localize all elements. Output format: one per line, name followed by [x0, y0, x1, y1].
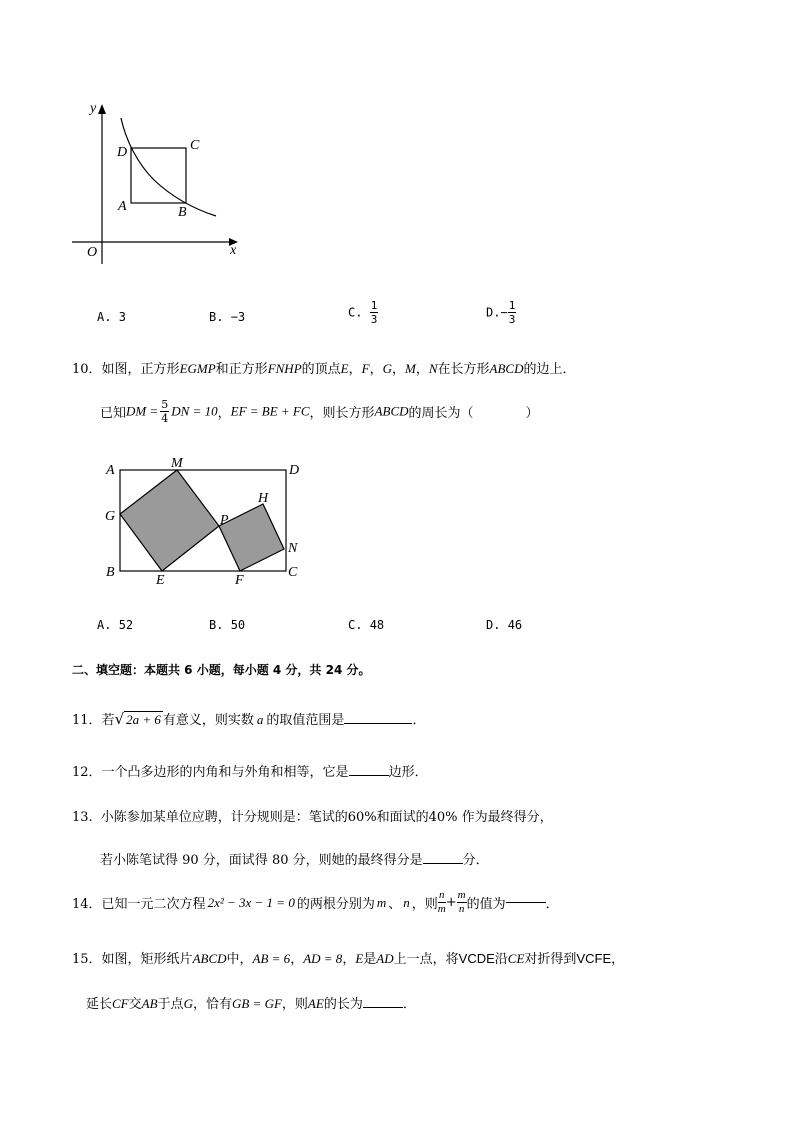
text: ．: [402, 997, 416, 1012]
label-a: A: [118, 199, 127, 214]
q15-line2: [86, 993, 416, 1012]
fraction: $\frac{m}{n}$: [457, 889, 466, 915]
text: ，: [369, 362, 383, 377]
text: 的两根分别为: [296, 897, 375, 912]
text: ）: [525, 406, 539, 421]
fraction: $\frac{5}{4}$: [161, 398, 169, 425]
section-title: 二、填空题：本题共 6 小题，每小题 4 分，共 24 分。: [72, 663, 371, 677]
text: 于点: [157, 997, 184, 1012]
option-key: C.: [348, 618, 363, 632]
option-key: D.: [486, 618, 501, 632]
label-b: B: [178, 205, 187, 220]
math: 2x² − 3x − 1 = 0: [207, 894, 295, 910]
fraction: $\frac{n}{m}$: [437, 889, 446, 915]
option-key: B.: [209, 310, 224, 324]
q12: [72, 761, 428, 780]
option-key: D.: [486, 305, 501, 320]
math: E: [355, 951, 364, 966]
math: EGMP: [179, 361, 216, 376]
label-y: y: [90, 101, 97, 116]
math: E: [340, 361, 349, 376]
answer-blank[interactable]: [349, 775, 389, 776]
text: +: [445, 895, 457, 910]
text: 是: [363, 952, 377, 967]
math: a: [256, 712, 264, 727]
text: 分．: [462, 853, 489, 868]
text: ，则: [281, 997, 308, 1012]
text: 的值为: [466, 897, 506, 912]
fraction: $\frac{1}{3}$: [508, 299, 516, 326]
q14: [72, 890, 559, 915]
math: ABCD: [192, 951, 227, 966]
text: ，则: [411, 897, 438, 912]
label-n: N: [288, 541, 298, 556]
math: n: [403, 894, 410, 910]
q11: [72, 709, 425, 728]
q10-option-b[interactable]: [209, 618, 245, 632]
option-key: A.: [97, 618, 112, 632]
text: 的顶点: [301, 362, 341, 377]
answer-blank[interactable]: [423, 863, 463, 864]
math: CE: [507, 951, 525, 966]
option-value: 46: [507, 618, 523, 632]
math: F: [361, 361, 370, 376]
answer-blank[interactable]: [363, 1007, 403, 1008]
label-e: E: [156, 573, 165, 587]
math: AB = 6: [252, 951, 291, 966]
math: AD = 8: [303, 951, 343, 966]
square-abcd: [131, 148, 186, 203]
math: N: [428, 361, 438, 376]
math: AB: [141, 996, 158, 1011]
math: ABCD: [489, 361, 524, 376]
q10-figure: [100, 452, 315, 587]
math: EF = BE + FC: [230, 403, 310, 419]
hyperbola-curve: [121, 118, 216, 216]
answer-blank[interactable]: [344, 723, 412, 724]
text: ，: [415, 362, 429, 377]
math: GB = GF: [231, 996, 282, 1011]
option-value: 52: [118, 618, 134, 632]
text: ，: [611, 952, 625, 967]
answer-blank[interactable]: [506, 902, 546, 903]
option-key: C.: [348, 305, 363, 320]
math: m: [376, 894, 387, 910]
text: 在长方形: [437, 362, 490, 377]
text: 若: [101, 713, 115, 728]
q10-option-d[interactable]: [486, 618, 522, 632]
question-number: 10．: [72, 362, 102, 377]
q9-option-d[interactable]: [486, 300, 516, 325]
text: 的周长为（: [408, 406, 474, 421]
text: 、: [388, 897, 402, 912]
text: 小陈参加某单位应聘，计分规则是：笔试的60%和面试的40% 作为最终得分，: [100, 810, 553, 825]
text: 已知一元二次方程: [101, 897, 206, 912]
math: AD: [376, 951, 394, 966]
math: DN = 10: [171, 403, 218, 419]
q10-option-a[interactable]: [97, 618, 133, 632]
math: AE: [307, 996, 324, 1011]
text: ．: [545, 897, 559, 912]
text: 上一点，将: [393, 952, 459, 967]
text: 的长为: [323, 997, 363, 1012]
q10-option-c[interactable]: [348, 618, 384, 632]
text: ，: [391, 362, 405, 377]
label-d: D: [289, 463, 300, 478]
text: 已知: [100, 406, 127, 421]
q10-line1: [72, 358, 576, 377]
option-key: B.: [209, 618, 224, 632]
text: 和正方形: [215, 362, 268, 377]
text: ，: [290, 952, 304, 967]
option-value: 48: [369, 618, 385, 632]
text: 若小陈笔试得 90 分，面试得 80 分，则她的最终得分是: [100, 853, 423, 868]
text: ，则长方形: [309, 406, 375, 421]
text: ．: [412, 713, 426, 728]
label-f: F: [235, 573, 244, 587]
text: 一个凸多边形的内角和与外角和相等，它是: [101, 765, 349, 780]
math: FNHP: [267, 361, 302, 376]
option-sign: −: [500, 305, 508, 320]
q9-figure: [66, 96, 256, 266]
label-c: C: [288, 565, 298, 580]
label-x: x: [230, 243, 237, 258]
sqrt: √ 2a + 6: [114, 710, 161, 728]
math: VCDE: [458, 951, 495, 966]
y-axis-arrow-icon: [98, 104, 106, 114]
math: G: [183, 996, 193, 1011]
option-value: 3: [118, 310, 126, 324]
text: 中，: [226, 952, 253, 967]
text: 延长: [86, 997, 113, 1012]
question-number: 15: [72, 952, 89, 967]
option-key: A.: [97, 310, 112, 324]
question-number: 13.: [72, 810, 93, 825]
q15-line1: [72, 948, 624, 967]
text: ，恰有: [192, 997, 232, 1012]
label-p: P: [220, 513, 229, 528]
text: ．如图，矩形纸片: [88, 952, 193, 967]
math: DM =: [126, 403, 159, 419]
math: CF: [112, 996, 129, 1011]
math: G: [382, 361, 392, 376]
q13-line1: [72, 806, 553, 825]
label-g: G: [105, 509, 116, 524]
label-m: M: [171, 456, 183, 471]
label-a: A: [106, 463, 115, 478]
q9-option-c[interactable]: [348, 300, 378, 325]
question-number: 11．: [72, 713, 102, 728]
label-h: H: [258, 491, 269, 506]
math: ABCD: [374, 403, 409, 419]
label-d: D: [117, 145, 128, 160]
text: 沿: [494, 952, 508, 967]
text: ，: [342, 952, 356, 967]
text: 交: [128, 997, 142, 1012]
question-number: 14．: [72, 897, 102, 912]
text: 的边上．: [523, 362, 576, 377]
text: 如图，正方形: [101, 362, 180, 377]
q9-option-b[interactable]: [209, 310, 245, 324]
label-c: C: [190, 138, 200, 153]
label-o: O: [87, 245, 98, 260]
question-number: 12．: [72, 765, 102, 780]
text: ，: [348, 362, 362, 377]
math: M: [405, 361, 416, 376]
option-value: −3: [230, 310, 246, 324]
square-egmp: [120, 470, 219, 571]
q9-option-a[interactable]: [97, 310, 126, 324]
text: ，: [217, 406, 231, 421]
option-value: 50: [230, 618, 246, 632]
label-b: B: [106, 565, 115, 580]
square-fnhp: [219, 504, 284, 571]
text: 有意义，则实数: [162, 713, 254, 728]
q13-line2: [100, 849, 489, 868]
text: 边形．: [388, 765, 428, 780]
q10-line2: [100, 399, 539, 424]
fraction: $\frac{1}{3}$: [370, 299, 378, 326]
math: VCFE: [576, 951, 612, 966]
text: 对折得到: [524, 952, 577, 967]
text: 的取值范围是: [266, 713, 345, 728]
